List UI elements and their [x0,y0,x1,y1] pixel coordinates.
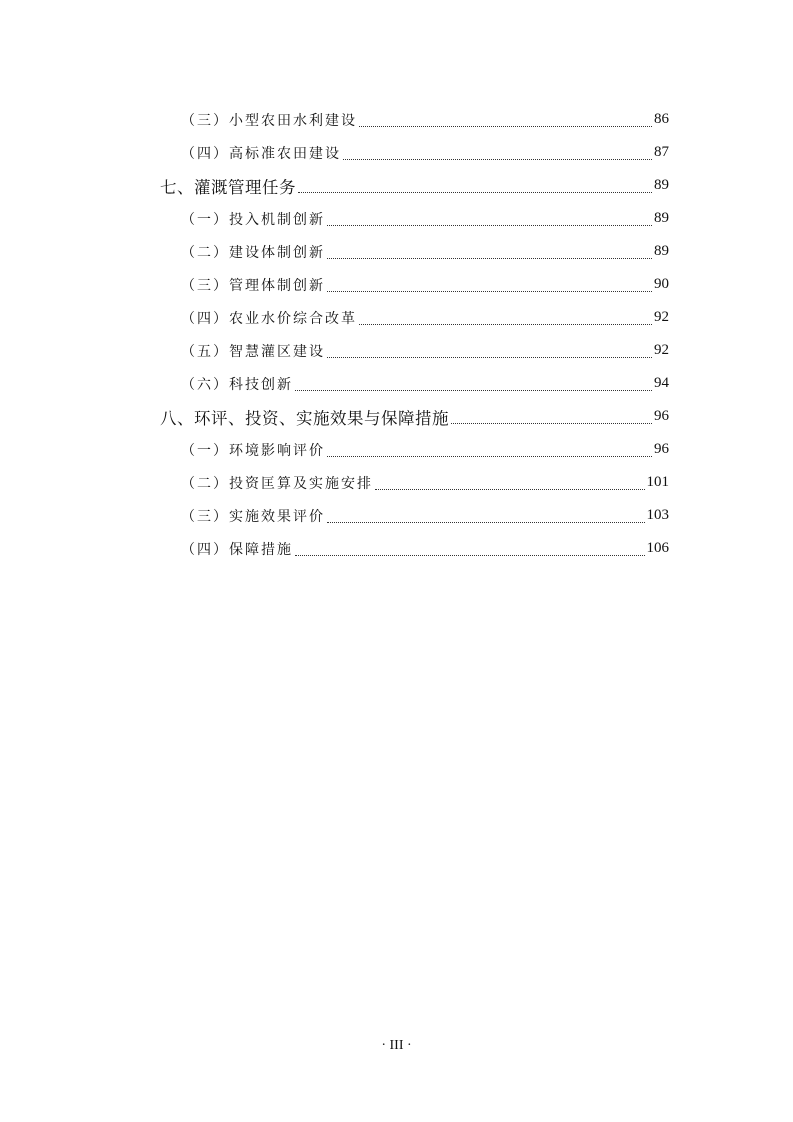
toc-entry[interactable] [0,466,793,499]
dot-leader [295,380,652,391]
toc-entry-title: （四）保障措施 [181,541,293,558]
toc-entry-page: 90 [654,276,669,292]
toc-entry[interactable] [0,235,793,268]
toc-entry-page: 92 [654,342,669,358]
toc-entry-title: （三）管理体制创新 [181,277,325,294]
toc-entry-page: 86 [654,111,669,127]
toc-chapter-title: 七、灌溉管理任务 [160,177,296,197]
dot-leader [298,182,652,193]
dot-leader [359,314,652,325]
toc-chapter-page: 89 [654,177,669,193]
toc-entry[interactable] [0,301,793,334]
toc-entry[interactable] [0,103,793,136]
toc-entry-page: 103 [646,507,669,523]
dot-leader [359,116,652,127]
page-number-footer: · III · [381,1038,412,1053]
toc-entry[interactable] [0,499,793,532]
toc-entry[interactable] [0,334,793,367]
toc-entry-page: 106 [646,540,669,556]
dot-leader [343,149,652,160]
toc-entry-page: 87 [654,144,669,160]
toc-entry-page: 89 [654,243,669,259]
toc-entry-page: 96 [654,441,669,457]
toc-entry-title: （二）投资匡算及实施安排 [181,475,373,492]
dot-leader [375,479,645,490]
toc-entry-title: （一）环境影响评价 [181,442,325,459]
toc-entry-title: （三）小型农田水利建设 [181,112,357,129]
toc-entry-title: （四）高标准农田建设 [181,145,341,162]
dot-leader [327,512,645,523]
toc-entry[interactable] [0,433,793,466]
toc-entry-title: （四）农业水价综合改革 [181,310,357,327]
table-of-contents [0,103,793,565]
dot-leader [327,281,652,292]
dot-leader [295,545,645,556]
dot-leader [327,347,652,358]
toc-entry[interactable] [0,268,793,301]
toc-entry-title: （五）智慧灌区建设 [181,343,325,360]
toc-chapter[interactable] [0,400,793,433]
dot-leader [327,248,652,259]
toc-chapter-title: 八、环评、投资、实施效果与保障措施 [160,408,449,428]
dot-leader [451,413,652,424]
dot-leader [327,446,652,457]
toc-chapter-page: 96 [654,408,669,424]
toc-entry[interactable] [0,367,793,400]
toc-entry-page: 101 [646,474,669,490]
toc-entry-page: 94 [654,375,669,391]
toc-entry-page: 92 [654,309,669,325]
toc-entry[interactable] [0,202,793,235]
dot-leader [327,215,652,226]
toc-chapter[interactable] [0,169,793,202]
toc-entry-title: （六）科技创新 [181,376,293,393]
toc-entry-title: （一）投入机制创新 [181,211,325,228]
toc-entry-title: （三）实施效果评价 [181,508,325,525]
toc-entry[interactable] [0,532,793,565]
toc-entry-title: （二）建设体制创新 [181,244,325,261]
toc-entry[interactable] [0,136,793,169]
toc-entry-page: 89 [654,210,669,226]
